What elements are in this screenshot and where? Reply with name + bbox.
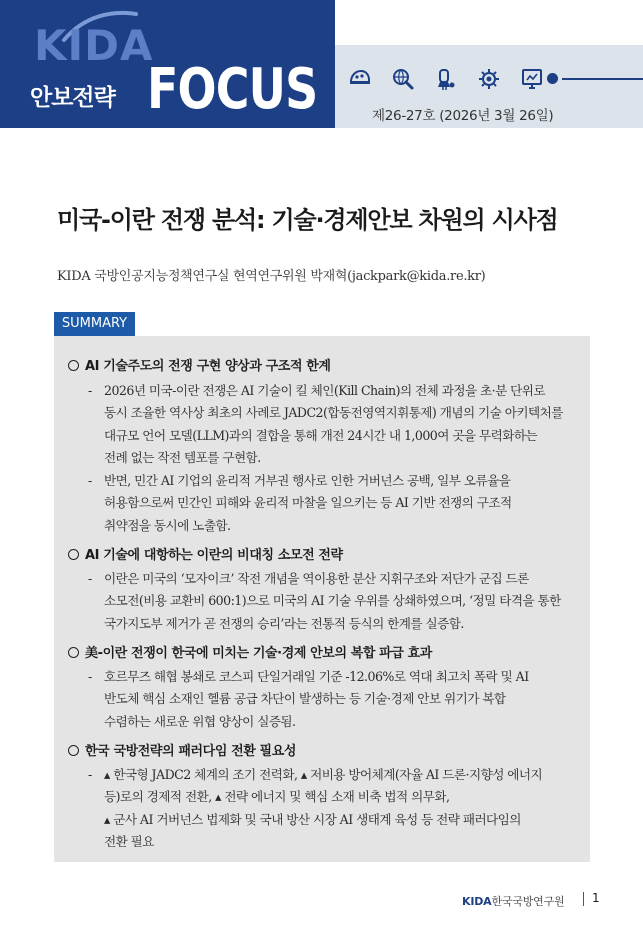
header-connector-line [562,78,643,80]
series-name-en: FOCUS [147,57,318,122]
summary-section-title: AI 기술에 대항하는 이란의 비대칭 소모전 전략 [68,544,343,563]
circle-bullet-icon [68,549,79,560]
gear-icon [477,67,501,91]
summary-section-title: AI 기술주도의 전쟁 구현 양상과 구조적 한계 [68,355,331,374]
circle-bullet-icon [68,745,79,756]
helmet-icon [348,67,372,91]
page-title: 미국-이란 전쟁 분석: 기술·경제안보 차원의 시사점 [57,206,558,234]
summary-bullet: - 2026년 미국-이란 전쟁은 AI 기술이 킬 체인(Kill Chain)의 전체 과정을 초·분 단위로 동시 조율한 역사상 최초의 사례로 JADC2(합동전영역지휘통제) 개념의 기술 아키텍처를 대규모 언어 모델(LLM)과의 결합을 통해 개전 24시간 내 1,000여 곳을 무력화하는 전례 없는 작전 템포를 구현함. [88,383,563,465]
summary-label: SUMMARY [54,312,135,336]
header-connector-dot [547,73,558,84]
summary-section-title: 한국 국방전략의 패러다임 전환 필요성 [68,740,296,759]
search-globe-icon [391,67,415,91]
series-name-ko: 안보전략 [30,85,115,111]
summary-bullet: - 반면, 민간 AI 기업의 윤리적 거부권 행사로 인한 거버넌스 공백, 일부 오류율을 허용함으로써 민간인 피해와 윤리적 마찰을 일으키는 등 AI 기반 전쟁의 구조적 취약점을 동시에 노출함. [88,473,512,533]
kida-logo: KIDA [34,21,154,70]
summary-bullet: - ▴ 한국형 JADC2 체계의 조기 전력화, ▴ 저비용 방어체계(자율 AI 드론·지향성 에너지 등)로의 경제적 전환, ▴ 전략 에너지 및 핵심 소재 비축 법적 의무화, ▴ 군사 AI 거버넌스 법제화 및 국내 방산 시장 AI 생태계 육성 등 전략 패러다임의 전환 필요 [88,767,543,849]
footer-divider [583,892,584,906]
monitor-icon [520,67,544,91]
summary-section-title: 美-이란 전쟁이 한국에 미치는 기술·경제 안보의 복합 파급 효과 [68,642,432,661]
missile-icon [434,67,458,91]
footer-logo: KIDA한국국방연구원 [462,895,565,908]
summary-bullet: - 이란은 미국의 ‘모자이크’ 작전 개념을 역이용한 분산 지휘구조와 저단가 군집 드론 소모전(비용 교환비 600:1)으로 미국의 AI 기술 우위를 상쇄하였으며, ‘정밀 타격을 통한 국가지도부 제거가 곧 전쟁의 승리’라는 전통적 등식의 한계를 실증함. [88,571,561,631]
author-line: KIDA 국방인공지능정책연구실 현역연구위원 박재혁(jackpark@kida.re.kr) [57,269,486,284]
summary-bullet: - 호르무즈 해협 봉쇄로 코스피 단일거래일 기준 -12.06%로 역대 최고치 폭락 및 AI 반도체 핵심 소재인 헬륨 공급 차단이 발생하는 등 기술·경제 안보 위기가 복합 수렴하는 새로운 위협 양상이 실증됨. [88,669,529,729]
page-number: 1 [592,891,600,905]
circle-bullet-icon [68,647,79,658]
circle-bullet-icon [68,360,79,371]
header-icon-row [348,66,544,92]
issue-info: 제26-27호 (2026년 3월 26일) [372,108,554,124]
